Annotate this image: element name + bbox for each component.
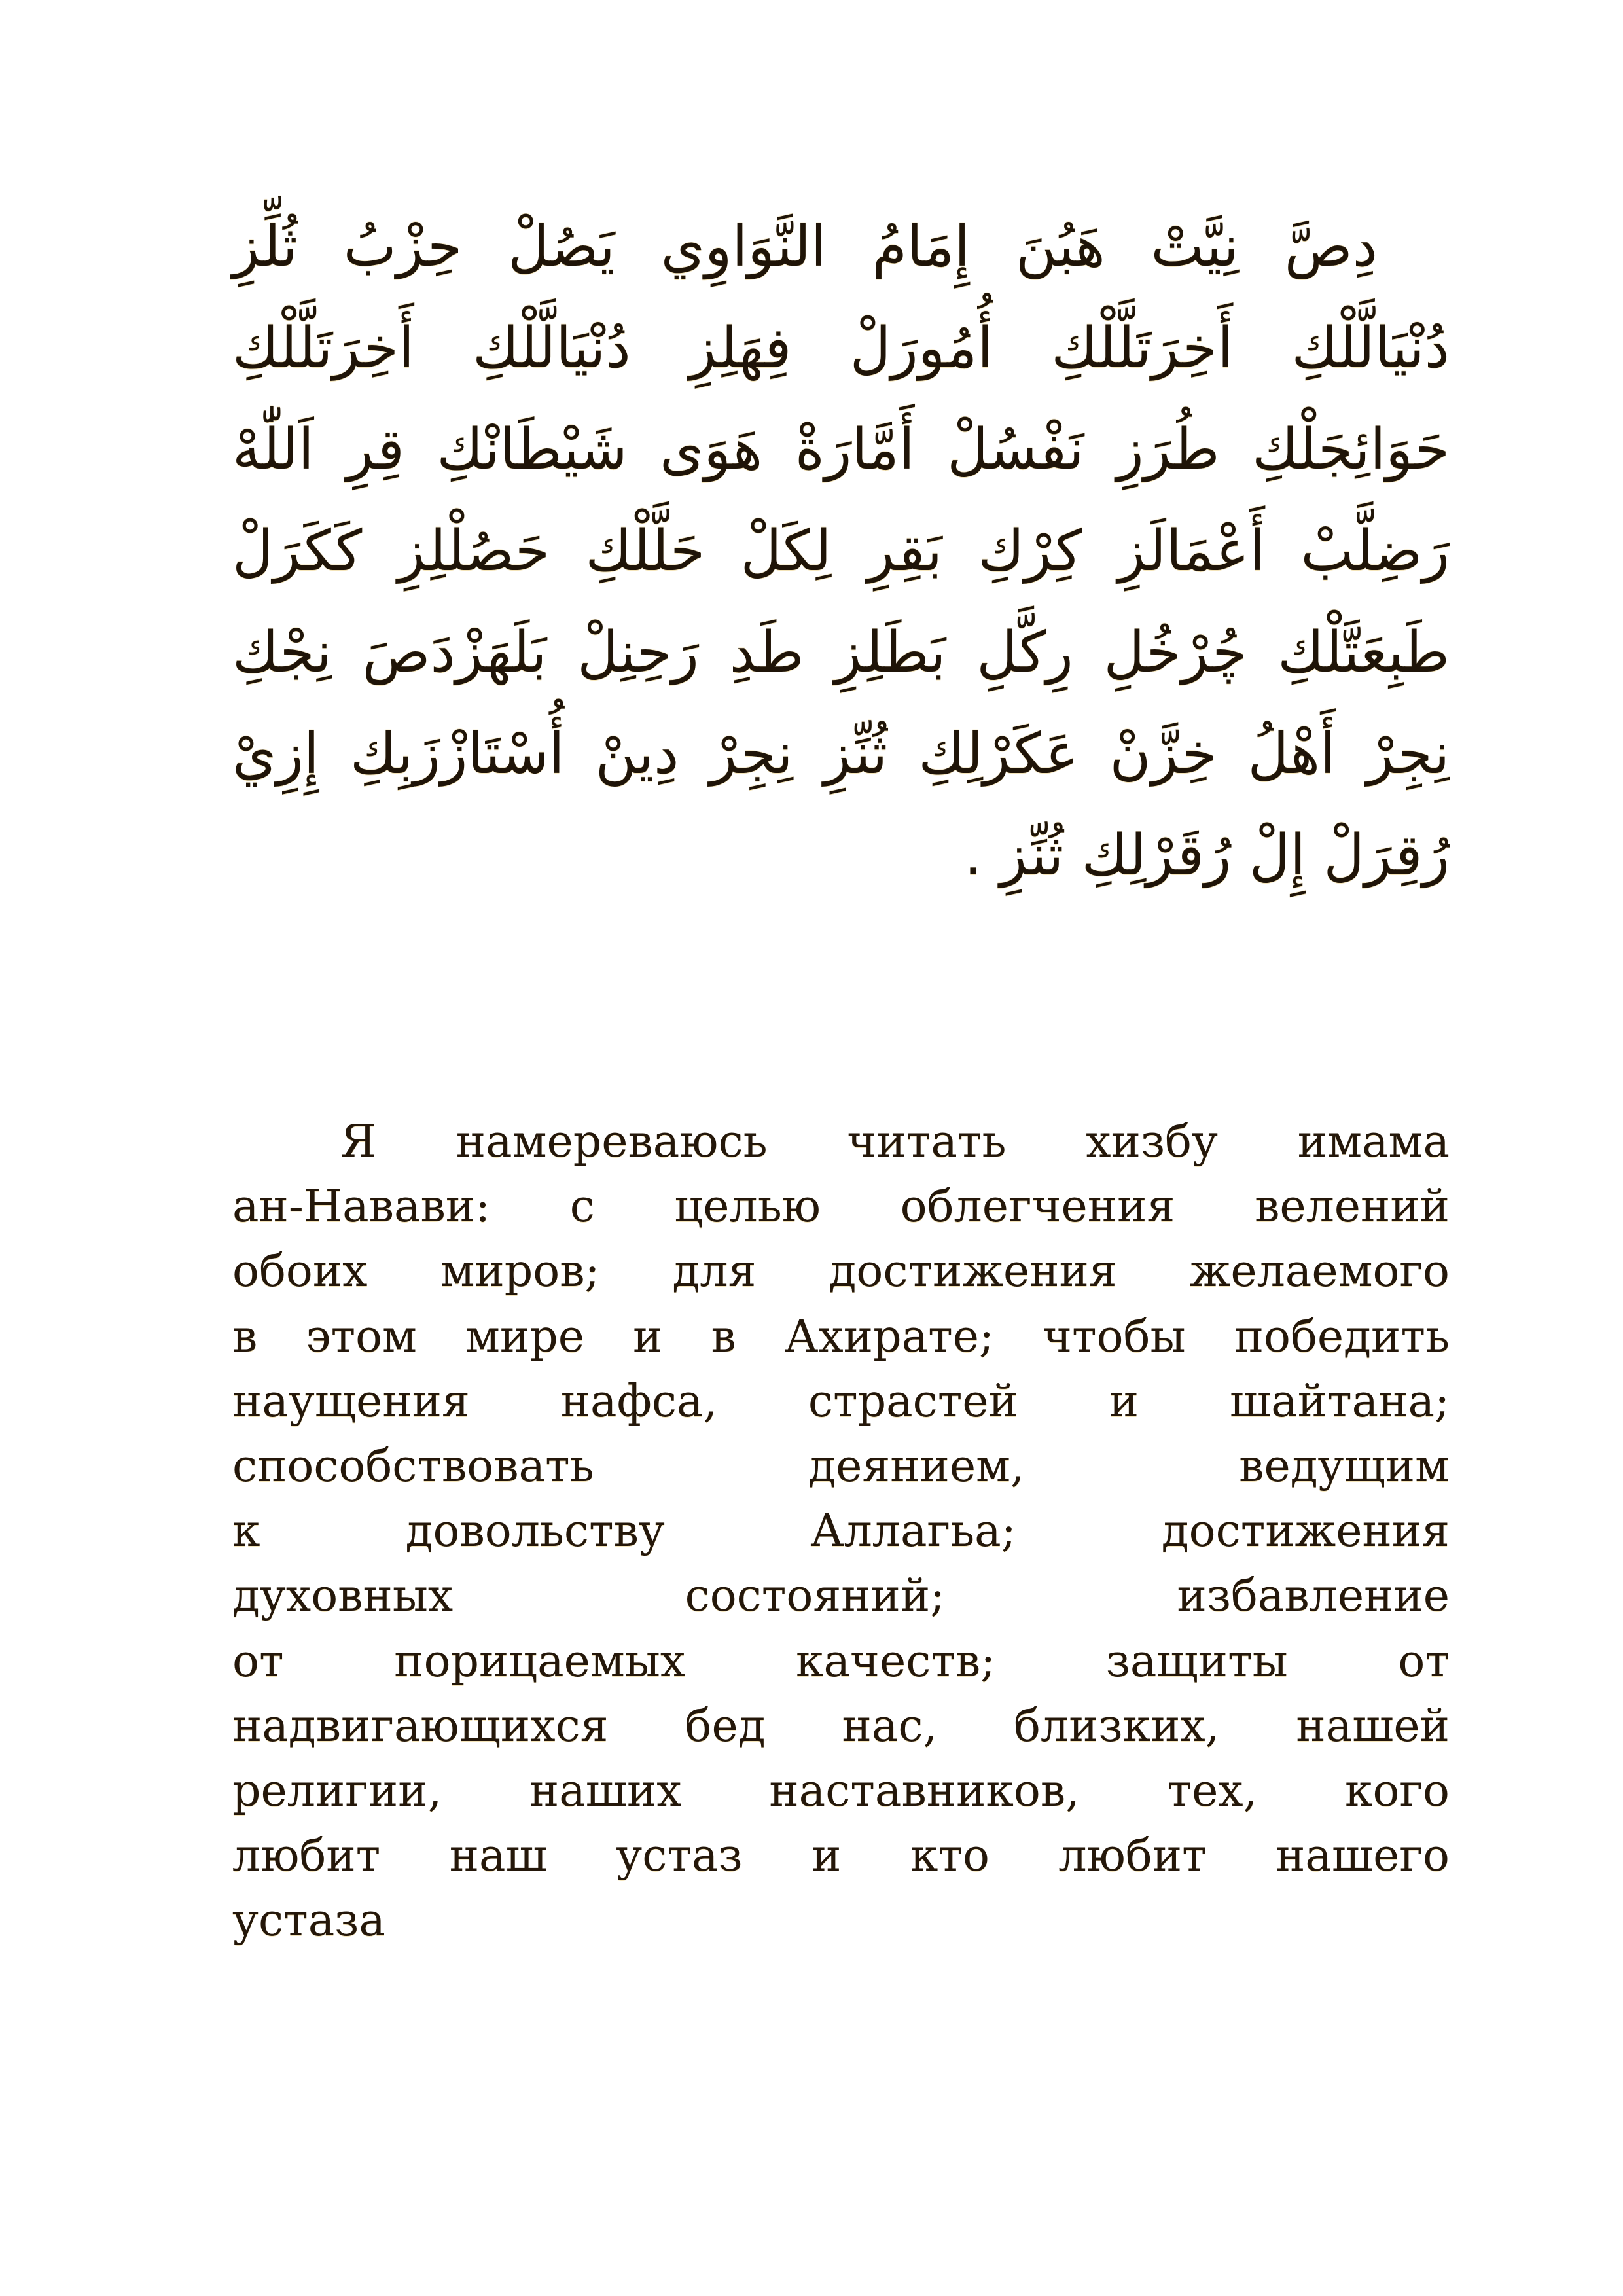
russian-line: надвигающихся бед нас, близких, нашей — [232, 1700, 1450, 1752]
russian-line: духовных состояний; избавление — [232, 1570, 1450, 1623]
arabic-line: دِصَّ نِيَّتْ هَبُنَ إِمَامُ النَّوَاوِي يَصُلْ حِزْبُ ثُلِّزِ — [232, 214, 1378, 279]
russian-line: к довольству Аллагьа; достижения — [232, 1505, 1450, 1558]
russian-line: любит наш устаз и кто любит нашего — [232, 1830, 1450, 1882]
arabic-line: دُنْيَالَّلْكِ أَخِرَتَلَّلْكِ أُمُورَلْ فِهَلِزِ دُنْيَالَّلْكِ أَخِرَتَلَّلْكِ — [232, 315, 1450, 381]
russian-line: способствовать деянием, ведущим — [232, 1440, 1450, 1492]
russian-line: от порицаемых качеств; защиты от — [232, 1635, 1450, 1687]
russian-line: ан-Навави: с целью облегчения велений — [232, 1181, 1450, 1233]
arabic-ajami-paragraph — [232, 196, 1450, 906]
arabic-line: رَضِلَّبْ أَعْمَالَزِ كِرْكِ بَقِرِ لِكَلْ حَلَّلْكِ حَصُلْلِزِ كَكَرَلْ — [232, 518, 1450, 584]
arabic-line: طَبِعَتَّلْكِ چُرْخُلِ رِكَّلِ بَطَلِزِ طَدِ رَحِنِلْ بَلَهَزْدَصَ نِجْكِ — [232, 620, 1450, 685]
russian-line: в этом мире и в Ахирате; чтобы победить — [232, 1310, 1450, 1363]
russian-line: наущения нафса, страстей и шайтана; — [232, 1375, 1450, 1427]
russian-line: устаза — [232, 1895, 385, 1947]
russian-translation-paragraph — [232, 1109, 1450, 1953]
russian-line: обоих миров; для достижения желаемого — [232, 1246, 1450, 1298]
arabic-line: رُقِرَلْ إِلْ رُقَرْلِكِ ثُنِّزِ . — [964, 823, 1450, 888]
russian-line: Я намереваюсь читать хизбу имама — [340, 1116, 1450, 1168]
russian-line: религии, наших наставников, тех, кого — [232, 1765, 1450, 1817]
arabic-line: نِجِرْ أَهْلُ خِزَّنْ عَكَرْلِكِ ثُنِّزِ نِجِرْ دِينْ أُسْتَازْزَبِكِ إِزِيْ — [232, 721, 1450, 787]
arabic-line: حَوَائِجَلْكِ طُرَزِ نَفْسُلْ أَمَّارَةْ هَوَى شَيْطَانْكِ قِرِ اَللّٰهْ — [232, 417, 1450, 482]
